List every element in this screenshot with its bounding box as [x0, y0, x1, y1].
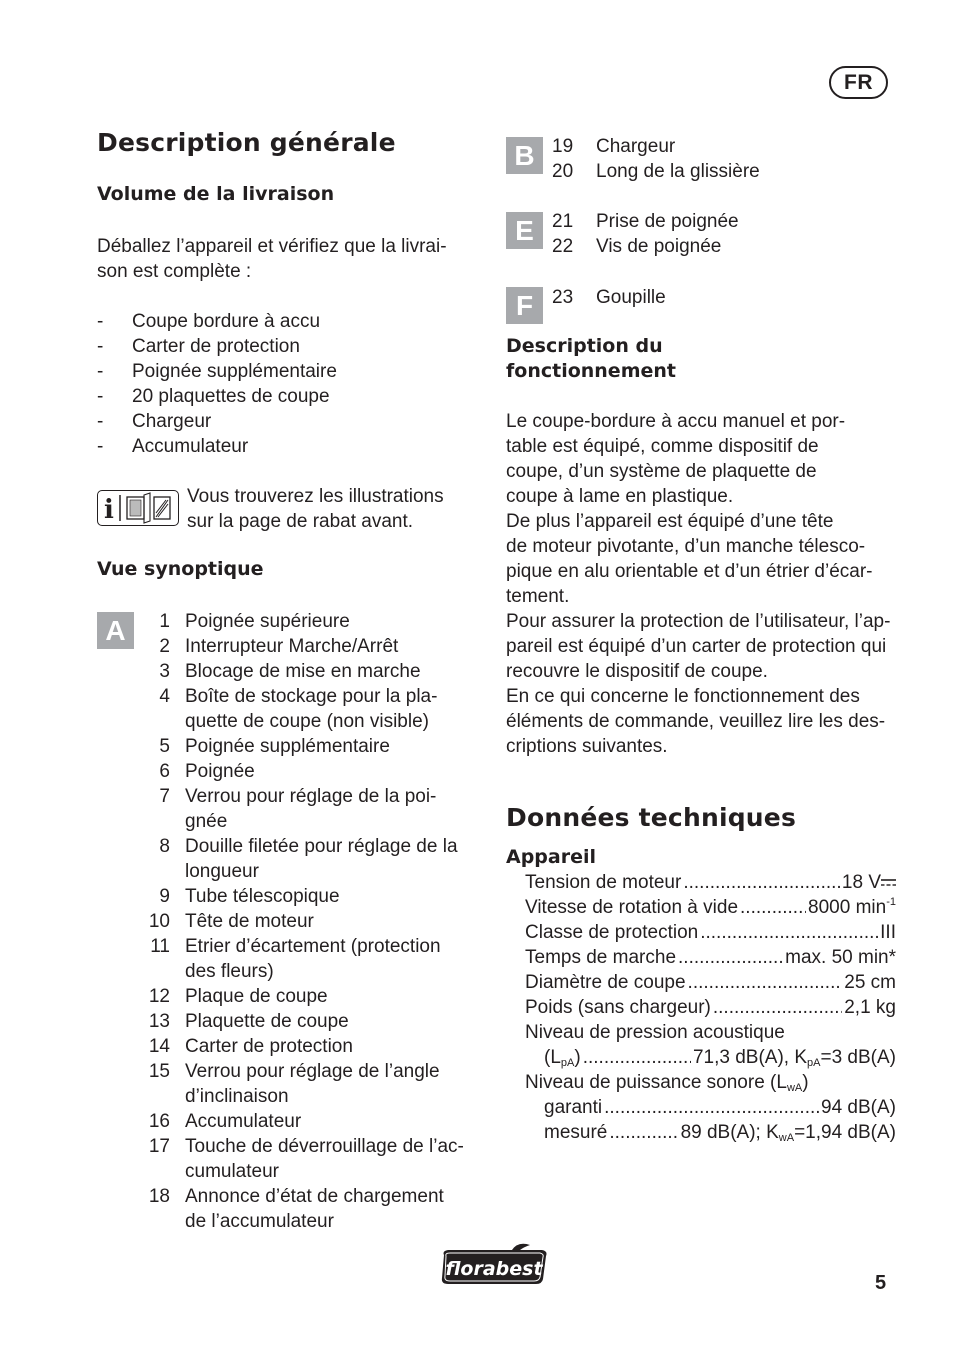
list-item: - Carter de protection — [97, 336, 300, 357]
list-item: 5 Poignée supplémentaire — [159, 736, 390, 757]
list-item: 9 Tube télescopique — [159, 886, 340, 907]
heading-delivery: Volume de la livraison — [97, 183, 335, 205]
figure-tag-b: B — [506, 137, 543, 174]
list-item: 18 Annonce d’état de chargement — [148, 1186, 444, 1207]
list-item: 8 Douille filetée pour réglage de la — [159, 836, 458, 857]
legend-e-list — [506, 209, 896, 259]
list-item: 7 Verrou pour réglage de la poi- — [159, 786, 437, 807]
spec-protection-class: Classe de protection ..... III — [506, 920, 896, 945]
spec-runtime: Temps de marche ..... max. 50 min* — [506, 945, 896, 970]
list-item: 14 Carter de protection — [148, 1036, 353, 1057]
list-item: 10 Tête de moteur — [148, 911, 314, 932]
list-item: 20 Long de la glissière — [552, 161, 760, 182]
text-line: coupe à lame en plastique. — [506, 486, 734, 507]
text-line: recouvre le dispositif de coupe. — [506, 661, 768, 682]
spec-voltage: Tension de moteur ..... 18 V — [506, 870, 896, 895]
text-line: pique en alu orientable et d’un étrier d’écar- — [506, 561, 873, 582]
list-item-continuation: de l’accumulateur — [185, 1211, 334, 1232]
list-item: 15 Verrou pour réglage de l’angle — [148, 1061, 440, 1082]
list-item: - Coupe bordure à accu — [97, 311, 321, 332]
list-item: 12 Plaque de coupe — [148, 986, 328, 1007]
spec-sound-power-measured: mesuré ..... 89 dB(A); $K_{wA}=1,94$ dB(A) — [506, 1120, 896, 1145]
list-item: 23 Goupille — [552, 287, 666, 308]
list-item: 3 Blocage de mise en marche — [159, 661, 421, 682]
list-item: 16 Accumulateur — [148, 1111, 302, 1132]
list-item: 22 Vis de poignée — [552, 236, 722, 257]
list-item: 21 Prise de poignée — [552, 211, 739, 232]
legend-f-list — [506, 285, 896, 310]
left-column — [97, 126, 477, 1234]
spec-sound-pressure-label: Niveau de pression acoustique — [525, 1022, 785, 1043]
legend-b — [506, 134, 896, 184]
list-item: 11 Etrier d’écartement (protection — [150, 936, 441, 957]
text-line: de moteur pivotante, d’un manche télesco- — [506, 536, 866, 557]
list-item: - 20 plaquettes de coupe — [97, 386, 330, 407]
text-line: éléments de commande, veuillez lire les des- — [506, 711, 886, 732]
list-item-continuation: quette de coupe (non visible) — [185, 711, 429, 732]
right-column — [506, 134, 896, 1145]
legend-e — [506, 209, 896, 259]
text-line: coupe, d’un système de plaquette de — [506, 461, 817, 482]
svg-text:florabest: florabest — [445, 1258, 543, 1280]
figure-tag-a: A — [97, 612, 134, 649]
list-item-continuation: longueur — [185, 861, 259, 882]
text-line: Pour assurer la protection de l’utilisateur, l’ap- — [506, 611, 891, 632]
text-line: De plus l’appareil est équipé d’une tête — [506, 511, 834, 532]
overview-list — [117, 609, 477, 1234]
overview-legend — [97, 609, 477, 1234]
spec-sound-power-label: Niveau de puissance sonore $(L_{wA})$ — [525, 1072, 809, 1094]
text-line: table est équipé, comme dispositif de — [506, 436, 819, 457]
text-line: Le coupe-bordure à accu manuel et por- — [506, 411, 846, 432]
list-item: - Poignée supplémentaire — [97, 361, 337, 382]
svg-text:i: i — [104, 495, 114, 524]
brand-logo — [438, 1243, 552, 1293]
heading-function: Description du fonctionnement — [506, 335, 676, 382]
delivery-list — [97, 309, 477, 459]
spec-sound-pressure: $(L_{pA})$ ..... 71,3 dB(A), $K_{pA}=3$ dB(A) — [506, 1045, 896, 1070]
text-line: tement. — [506, 586, 570, 607]
legend-f — [506, 285, 896, 321]
spec-table — [506, 870, 896, 1145]
list-item: - Accumulateur — [97, 436, 249, 457]
info-note — [97, 484, 477, 534]
delivery-intro: Déballez l’appareil et vérifiez que la livrai- son est complète : — [97, 236, 447, 282]
spec-weight: Poids (sans chargeur) ..... 2,1 kg — [506, 995, 896, 1020]
text-line: criptions suivantes. — [506, 736, 668, 757]
spec-speed: Vitesse de rotation à vide ..... 8000 $\min^{-1}$ — [506, 895, 896, 920]
info-book-icon — [97, 490, 179, 526]
function-description — [506, 409, 896, 759]
spec-cutting-diameter: Diamètre de coupe ..... 25 cm — [506, 970, 896, 995]
info-note-text: Vous trouverez les illustrations sur la page de rabat avant. — [187, 486, 444, 532]
list-item: 6 Poignée — [159, 761, 255, 782]
section-title-technical-data: Données techniques — [506, 803, 797, 832]
figure-tag-e: E — [506, 212, 543, 249]
text-line: En ce qui concerne le fonctionnement des — [506, 686, 860, 707]
language-badge: FR — [829, 66, 888, 99]
figure-tag-f: F — [506, 287, 543, 324]
text-line: pareil est équipé d’un carter de protection qui — [506, 636, 887, 657]
list-item: 1 Poignée supérieure — [159, 611, 350, 632]
list-item: 13 Plaquette de coupe — [148, 1011, 349, 1032]
heading-overview: Vue synoptique — [97, 558, 264, 580]
list-item: - Chargeur — [97, 411, 212, 432]
list-item: 17 Touche de déverrouillage de l’ac- — [148, 1136, 464, 1157]
section-title-general-description: Description générale — [97, 128, 396, 157]
spec-sound-power-guaranteed: garanti ..... 94 dB(A) — [506, 1095, 896, 1120]
heading-device: Appareil — [506, 846, 597, 868]
list-item: 4 Boîte de stockage pour la pla- — [159, 686, 438, 707]
list-item-continuation: des fleurs) — [185, 961, 274, 982]
list-item-continuation: cumulateur — [185, 1161, 279, 1182]
page-number: 5 — [875, 1272, 887, 1294]
list-item-continuation: gnée — [185, 811, 228, 832]
dc-current-icon — [881, 878, 896, 888]
list-item-continuation: d’inclinaison — [185, 1086, 289, 1107]
list-item: 19 Chargeur — [552, 136, 676, 157]
legend-b-list — [506, 134, 896, 184]
list-item: 2 Interrupteur Marche/Arrêt — [159, 636, 399, 657]
